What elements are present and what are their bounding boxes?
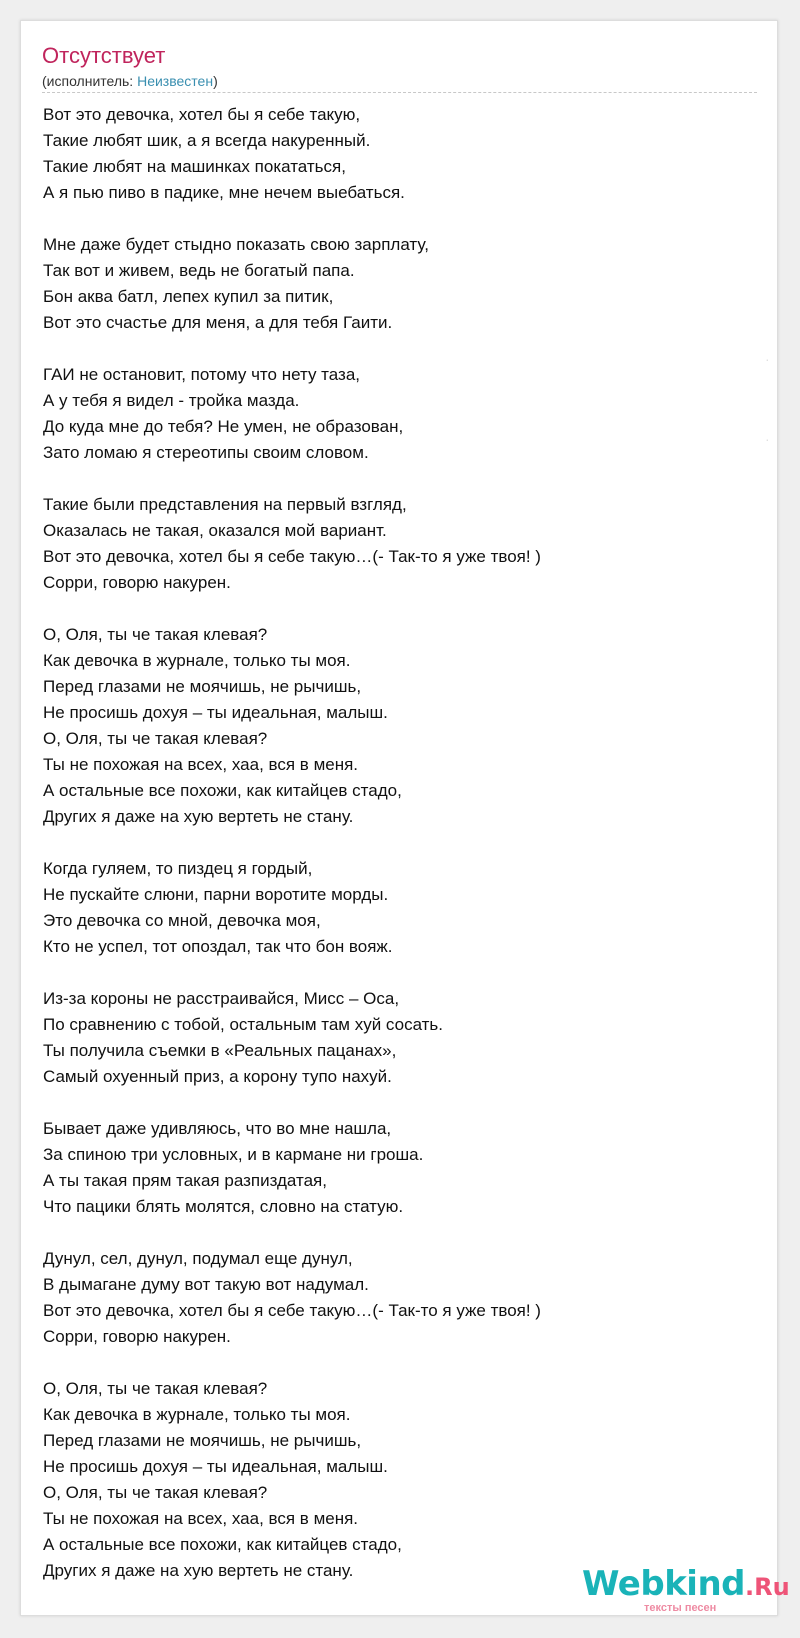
lyrics-stanza: [43, 362, 763, 466]
lyrics-line: Вот это девочка, хотел бы я себе такую,: [43, 105, 361, 124]
lyrics-line: Такие были представления на первый взгляд,: [43, 495, 407, 514]
artist-byline: [42, 72, 218, 90]
byline-suffix: ): [213, 73, 218, 89]
lyrics-line: За спиною три условных, и в кармане ни гроша.: [43, 1145, 424, 1164]
lyrics-line: ГАИ не остановит, потому что нету таза,: [43, 365, 361, 384]
lyrics-stanza: [43, 102, 763, 206]
lyrics-line: Ты не похожая на всех, хаа, вся в меня.: [43, 755, 359, 774]
lyrics-line: Бывает даже удивляюсь, что во мне нашла,: [43, 1119, 392, 1138]
lyrics-line: До куда мне до тебя? Не умен, не образован,: [43, 417, 404, 436]
song-title: Отсутствует: [42, 43, 166, 68]
lyrics-line: Ты получила съемки в «Реальных пацанах»,: [43, 1041, 397, 1060]
lyrics-line: Других я даже на хую вертеть не стану.: [43, 1561, 354, 1580]
corner-deco-icon: ·: [765, 351, 770, 367]
lyrics-line: Сорри, говорю накурен.: [43, 1327, 231, 1346]
lyrics-line: Не просишь дохуя – ты идеальная, малыш.: [43, 1457, 388, 1476]
lyrics-line: Не пускайте слюни, парни воротите морды.: [43, 885, 389, 904]
lyrics-line: Вот это девочка, хотел бы я себе такую…(- Так-то я уже твоя! ): [43, 547, 541, 566]
lyrics-stanza: [43, 492, 763, 596]
lyrics-stanza: [43, 1246, 763, 1350]
lyrics-line: Мне даже будет стыдно показать свою зарплату,: [43, 235, 429, 254]
lyrics-line: О, Оля, ты че такая клевая?: [43, 729, 268, 748]
lyrics-line: Ты не похожая на всех, хаа, вся в меня.: [43, 1509, 359, 1528]
logo-tagline: тексты песен: [644, 1602, 717, 1614]
lyrics-line: Как девочка в журнале, только ты моя.: [43, 651, 351, 670]
lyrics-line: Сорри, говорю накурен.: [43, 573, 231, 592]
lyrics-card: [20, 20, 778, 1616]
lyrics-stanza: [43, 856, 763, 960]
corner-deco-icon-2: ·: [765, 431, 770, 447]
lyrics-line: А я пью пиво в падике, мне нечем выебаться.: [43, 183, 405, 202]
lyrics-line: Перед глазами не моячишь, не рычишь,: [43, 1431, 362, 1450]
lyrics-line: Не просишь дохуя – ты идеальная, малыш.: [43, 703, 388, 722]
lyrics-line: А остальные все похожи, как китайцев стадо,: [43, 781, 402, 800]
lyrics-line: Кто не успел, тот опоздал, так что бон вояж.: [43, 937, 393, 956]
lyrics-line: Это девочка со мной, девочка моя,: [43, 911, 321, 930]
lyrics-line: Как девочка в журнале, только ты моя.: [43, 1405, 351, 1424]
lyrics-stanza: [43, 1376, 763, 1584]
lyrics-text: [43, 102, 763, 1584]
lyrics-stanza: [43, 622, 763, 830]
lyrics-line: Такие любят шик, а я всегда накуренный.: [43, 131, 371, 150]
lyrics-line: Самый охуенный приз, а корону тупо нахуй.: [43, 1067, 392, 1086]
lyrics-line: Когда гуляем, то пиздец я гордый,: [43, 859, 313, 878]
lyrics-line: А ты такая прям такая разпиздатая,: [43, 1171, 327, 1190]
site-logo[interactable]: [582, 1564, 790, 1614]
lyrics-line: О, Оля, ты че такая клевая?: [43, 1379, 268, 1398]
lyrics-line: Перед глазами не моячишь, не рычишь,: [43, 677, 362, 696]
lyrics-stanza: [43, 1116, 763, 1220]
lyrics-line: Вот это девочка, хотел бы я себе такую…(- Так-то я уже твоя! ): [43, 1301, 541, 1320]
lyrics-line: По сравнению с тобой, остальным там хуй сосать.: [43, 1015, 444, 1034]
lyrics-line: Зато ломаю я стереотипы своим словом.: [43, 443, 369, 462]
lyrics-line: Так вот и живем, ведь не богатый папа.: [43, 261, 355, 280]
lyrics-line: О, Оля, ты че такая клевая?: [43, 625, 268, 644]
lyrics-stanza: [43, 232, 763, 336]
lyrics-line: Что пацики блять молятся, словно на статую.: [43, 1197, 404, 1216]
title-divider: [42, 92, 757, 93]
lyrics-stanza: [43, 986, 763, 1090]
lyrics-line: Дунул, сел, дунул, подумал еще дунул,: [43, 1249, 353, 1268]
lyrics-line: А остальные все похожи, как китайцев стадо,: [43, 1535, 402, 1554]
lyrics-line: Оказалась не такая, оказался мой вариант.: [43, 521, 387, 540]
lyrics-line: Вот это счастье для меня, а для тебя Гаити.: [43, 313, 393, 332]
artist-link[interactable]: Неизвестен: [137, 73, 214, 89]
lyrics-line: А у тебя я видел - тройка мазда.: [43, 391, 300, 410]
logo-brand: Webkind: [582, 1564, 745, 1604]
byline-prefix: (исполнитель:: [42, 73, 138, 89]
lyrics-line: О, Оля, ты че такая клевая?: [43, 1483, 268, 1502]
lyrics-line: Бон аква батл, лепех купил за питик,: [43, 287, 334, 306]
logo-tld: .Ru: [745, 1573, 790, 1601]
lyrics-line: Других я даже на хую вертеть не стану.: [43, 807, 354, 826]
lyrics-line: Из-за короны не расстраивайся, Мисс – Оса,: [43, 989, 400, 1008]
lyrics-line: Такие любят на машинках покататься,: [43, 157, 346, 176]
lyrics-line: В дымагане думу вот такую вот надумал.: [43, 1275, 369, 1294]
